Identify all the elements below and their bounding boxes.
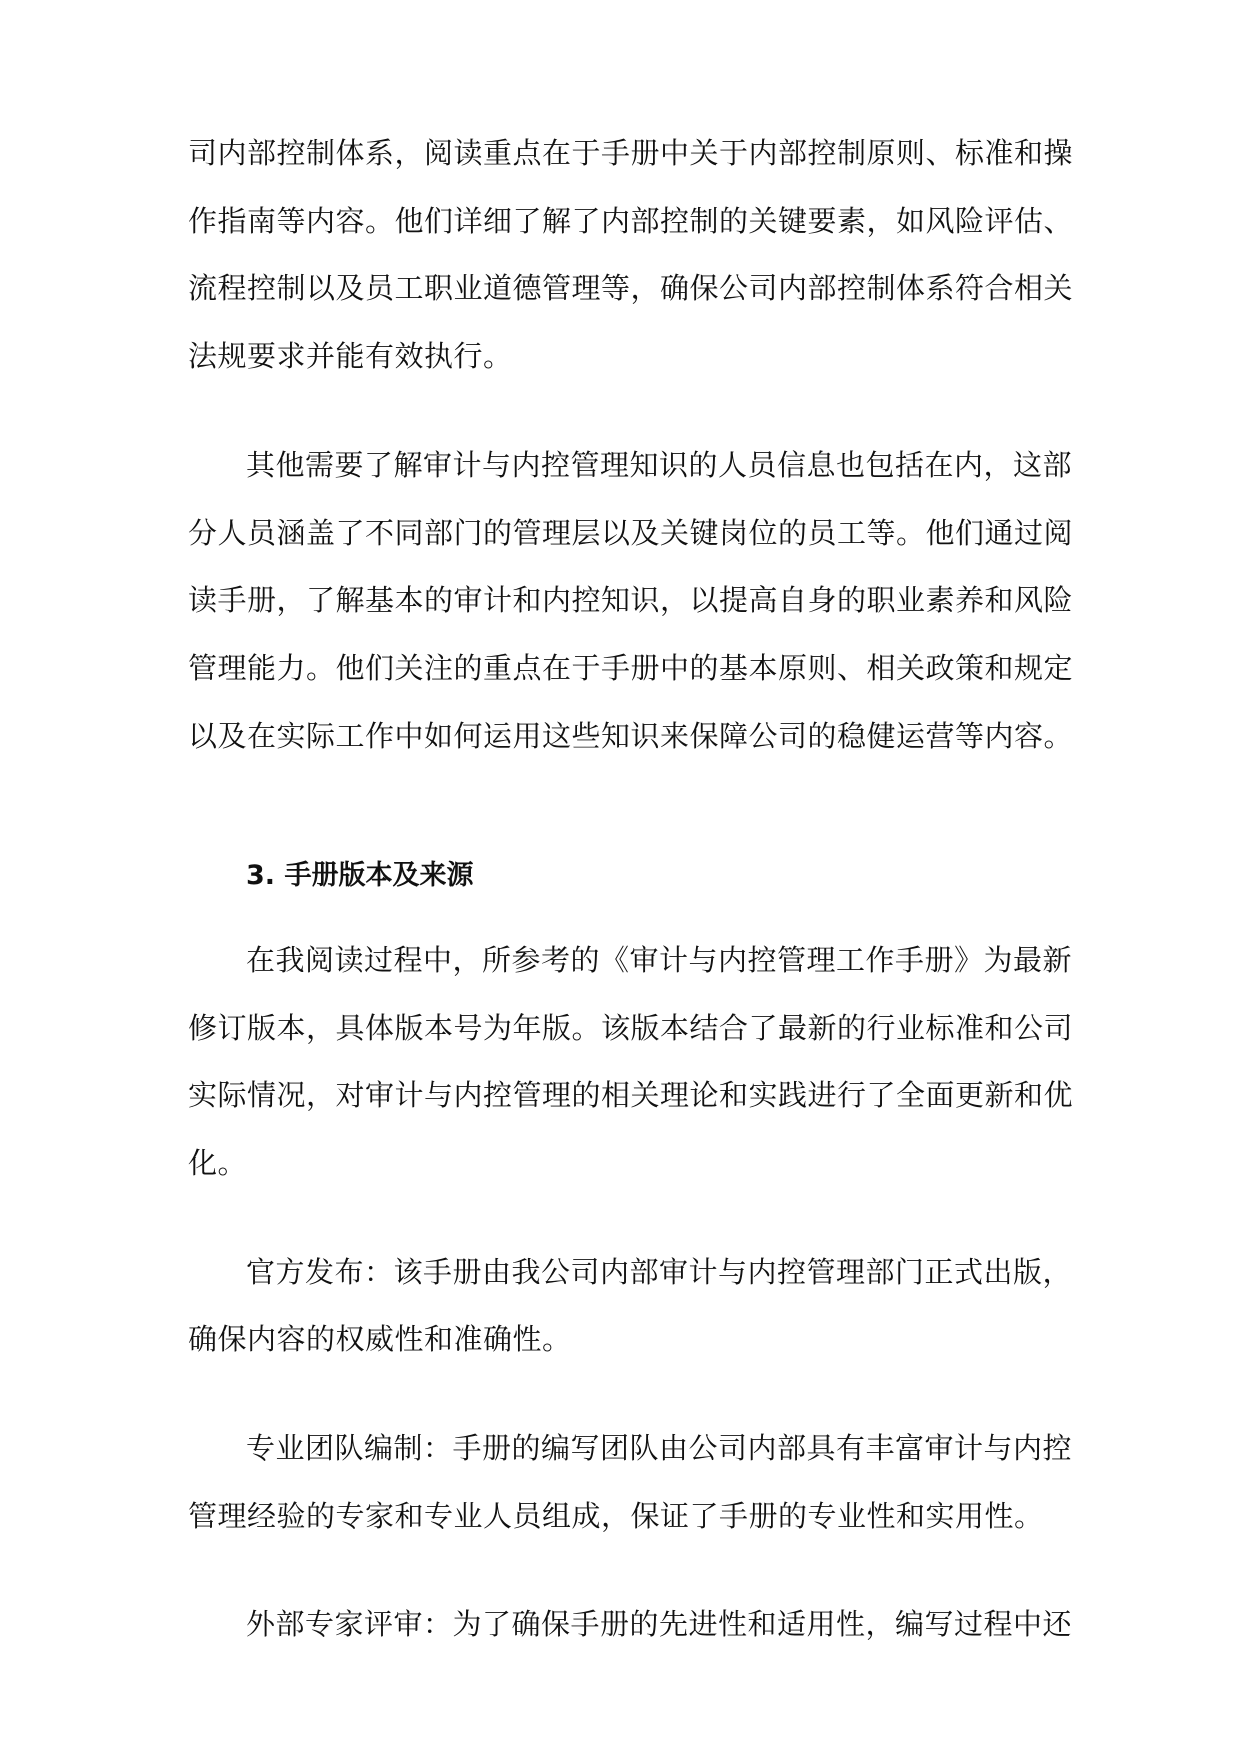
paragraph-line: 管理能力。他们关注的重点在于手册中的基本原则、相关政策和规定 [188, 651, 1074, 685]
paragraph-line: 管理经验的专家和专业人员组成，保证了手册的专业性和实用性。 [188, 1499, 1044, 1533]
paragraph-line: 确保内容的权威性和准确性。 [188, 1322, 572, 1356]
paragraph-line: 司内部控制体系，阅读重点在于手册中关于内部控制原则、标准和操 [188, 136, 1074, 170]
paragraph-line: 法规要求并能有效执行。 [188, 339, 513, 373]
section-heading: 3. 手册版本及来源 [246, 860, 474, 891]
paragraph-line: 读手册，了解基本的审计和内控知识，以提高自身的职业素养和风险 [188, 583, 1074, 617]
paragraph-line: 专业团队编制：手册的编写团队由公司内部具有丰富审计与内控 [246, 1431, 1073, 1465]
paragraph-line: 修订版本，具体版本号为年版。该版本结合了最新的行业标准和公司 [188, 1011, 1074, 1045]
paragraph-line: 实际情况，对审计与内控管理的相关理论和实践进行了全面更新和优 [188, 1078, 1074, 1112]
paragraph-line: 以及在实际工作中如何运用这些知识来保障公司的稳健运营等内容。 [188, 719, 1074, 753]
paragraph-line: 流程控制以及员工职业道德管理等，确保公司内部控制体系符合相关 [188, 271, 1074, 305]
paragraph-line: 作指南等内容。他们详细了解了内部控制的关键要素，如风险评估、 [188, 204, 1074, 238]
paragraph-line: 官方发布：该手册由我公司内部审计与内控管理部门正式出版， [246, 1255, 1073, 1289]
paragraph-line: 化。 [188, 1146, 248, 1180]
paragraph-line: 外部专家评审：为了确保手册的先进性和适用性，编写过程中还 [246, 1607, 1073, 1641]
paragraph-line: 分人员涵盖了不同部门的管理层以及关键岗位的员工等。他们通过阅 [188, 516, 1074, 550]
paragraph-line: 在我阅读过程中，所参考的《审计与内控管理工作手册》为最新 [246, 943, 1073, 977]
paragraph-line: 其他需要了解审计与内控管理知识的人员信息也包括在内，这部 [246, 448, 1073, 482]
